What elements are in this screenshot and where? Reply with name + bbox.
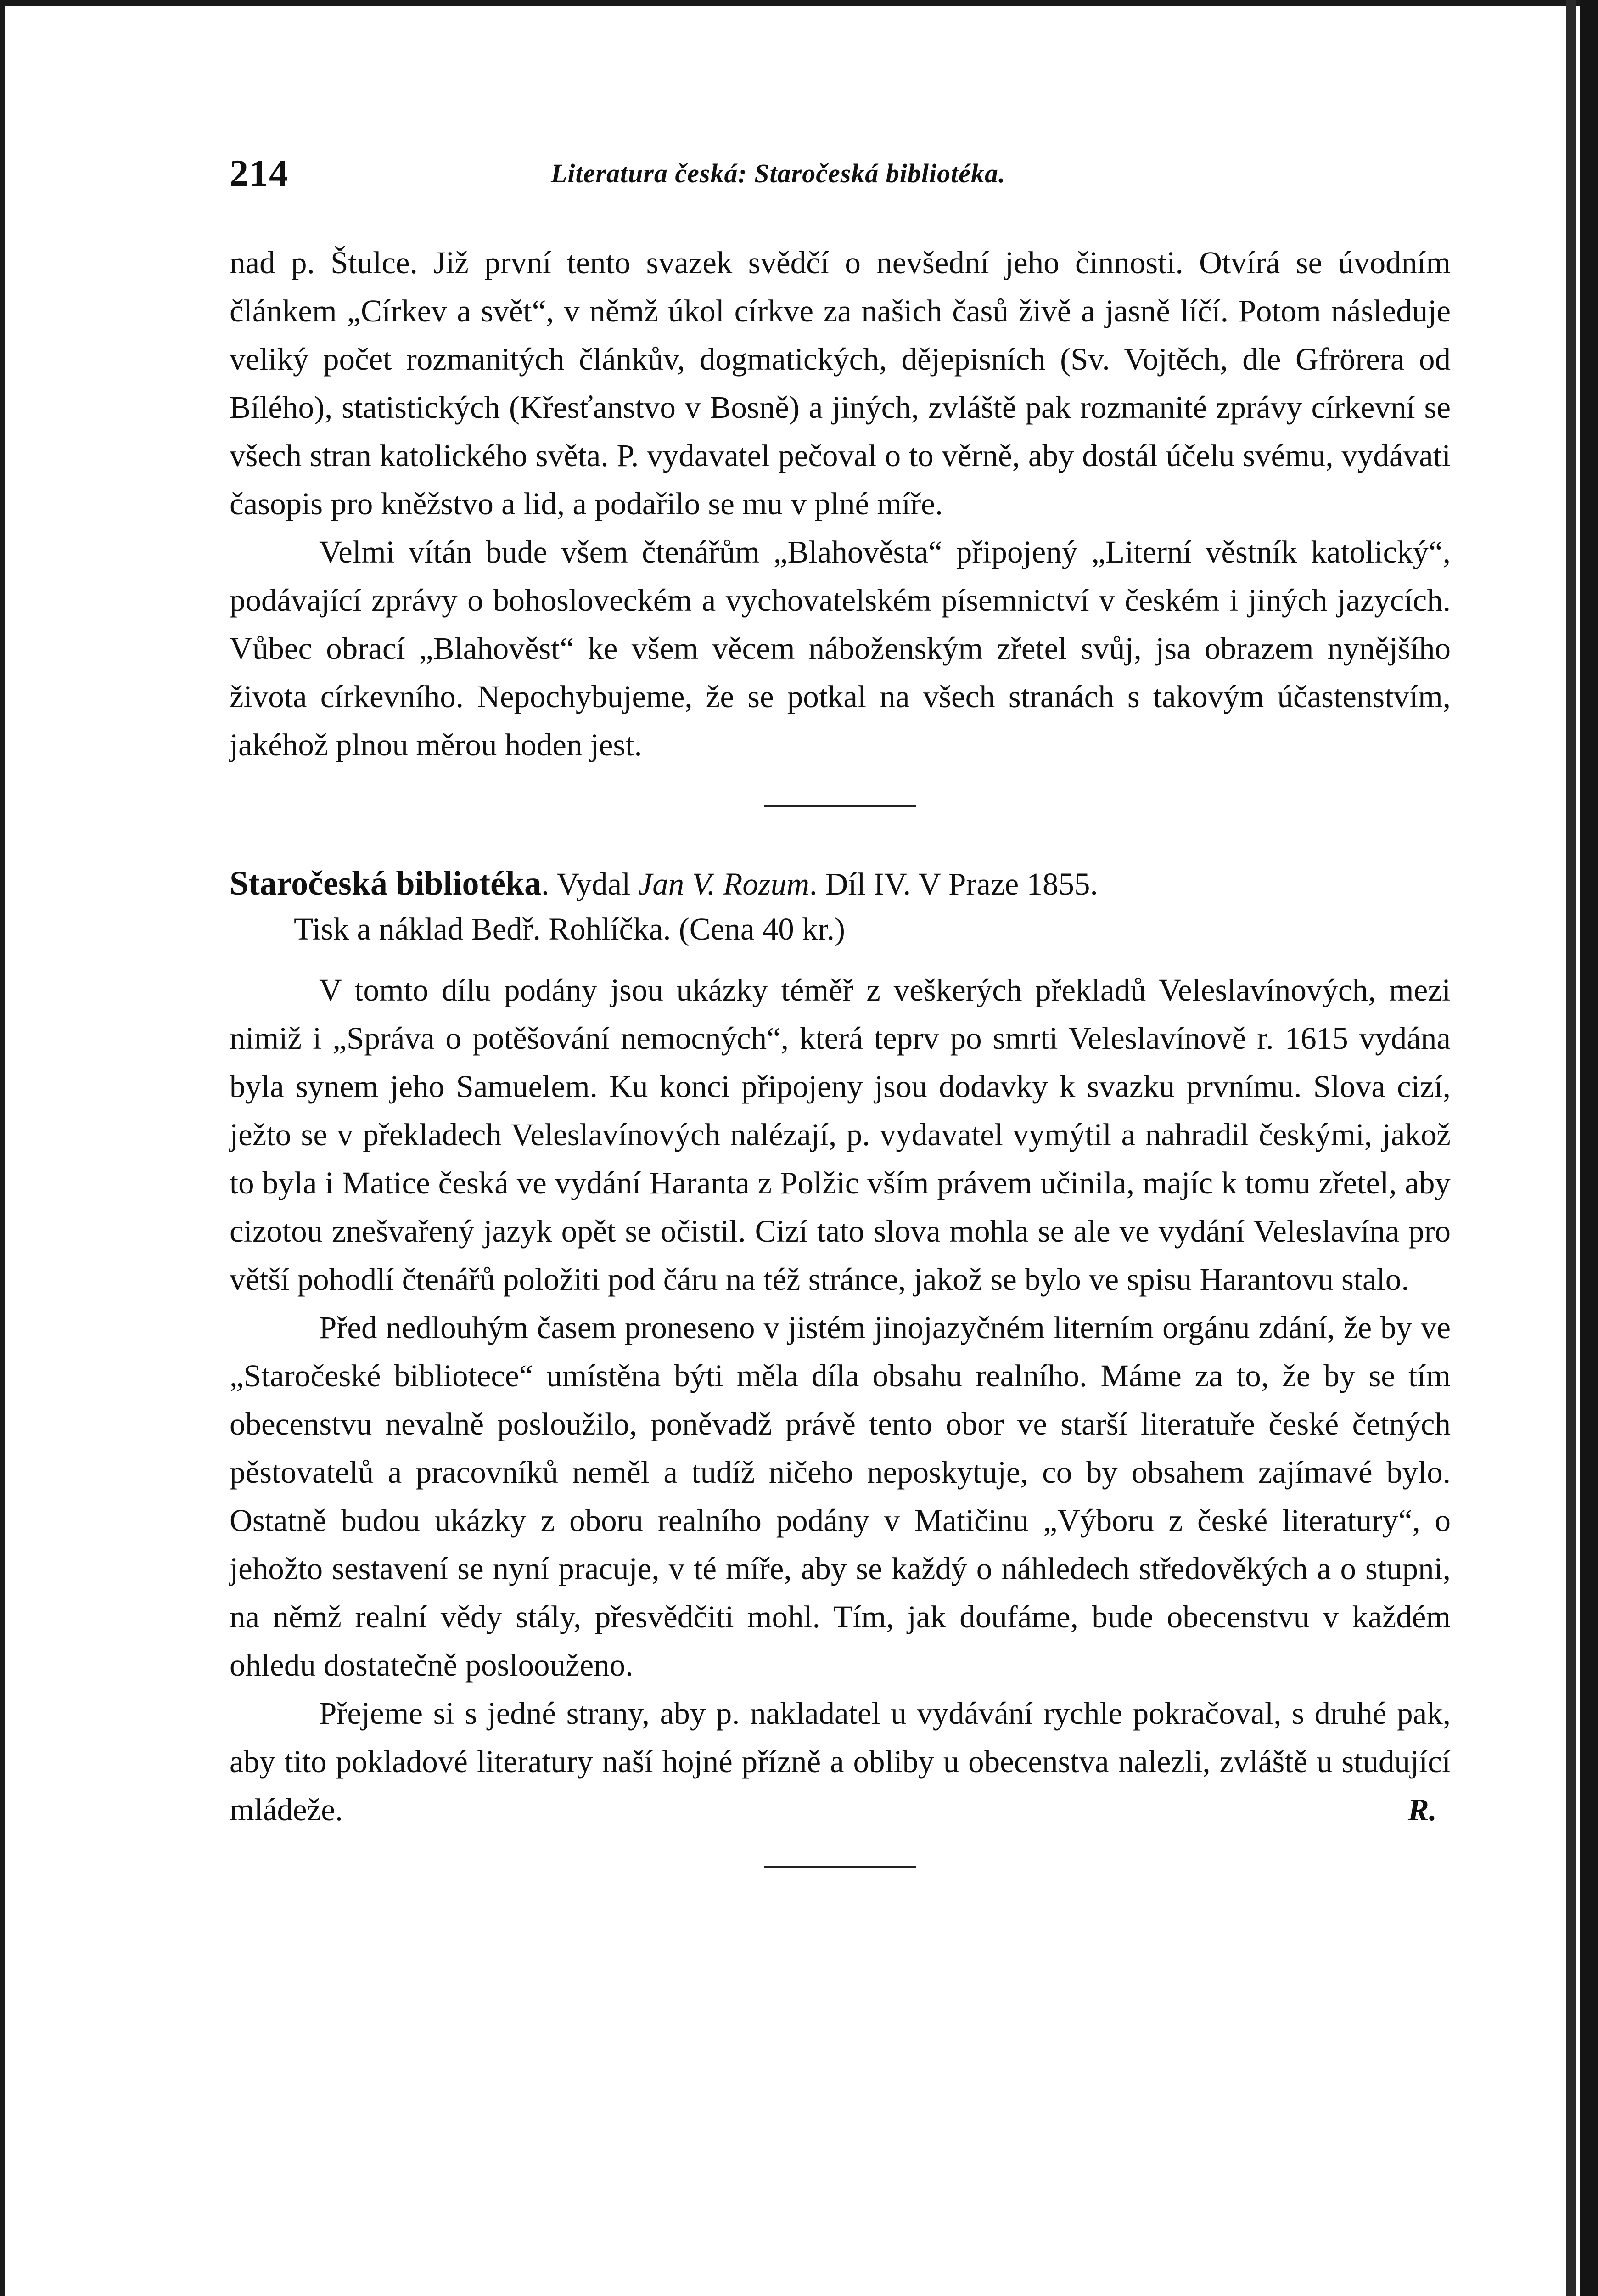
- review-continuation: [230, 239, 1451, 769]
- paragraph-final: [230, 1689, 1451, 1834]
- paragraph: Před nedlouhým časem proneseno v jistém jinojazyčném literním orgánu zdání, že by ve „Staročeské bibliotece“ umístěna býti měla díla obsahu realního. Máme za to, že by se tím obecenstvu nevalně posloužilo, poněvadž právě tento obor ve starší literatuře české četných pěstovatelů a pracovníků neměl a tudíž ničeho neposkytuje, co by obsahem zajímavé bylo. Ostatně budou ukázky z oboru realního podány v Matičinu „Výboru z české literatury“, o jehožto sestavení se nyní pracuje, v té míře, aby se každý o náhledech středověkých a o stupni, na němž realní vědy stály, přesvědčiti mohl. Tím, jak doufáme, bude obecenstvu v každém ohledu dostatečně posloouženo.: [230, 1310, 1451, 1683]
- scan-border-top: [0, 0, 1598, 6]
- entry-heading: [230, 861, 1451, 951]
- entry-title: Staročeská bibliotéka: [230, 865, 542, 902]
- author-signature: R.: [1407, 1792, 1437, 1827]
- running-title: Literatura česká: Staročeská bibliotéka.: [551, 158, 1006, 188]
- entry-details: . Díl IV. V Praze 1855.: [809, 867, 1098, 901]
- paragraph: Velmi vítán bude všem čtenářům „Blahověsta“ připojený „Literní věstník katolický“, podávající zprávy o bohosloveckém a vychovatelském písemnictví v českém i jiných jazycích. Vůbec obrací „Blahověst“ ke všem věcem náboženským zřetel svůj, jsa obrazem nynějšího života církevního. Nepochybujeme, že se potkal na všech stranách s takovým účastenstvím, jakéhož plnou měrou hoden jest.: [230, 535, 1451, 762]
- paragraph: V tomto dílu podány jsou ukázky téměř z veškerých překladů Veleslavínových, mezi nimiž i „Správa o potěšování nemocných“, která teprv po smrti Veleslavínově r. 1615 vydána byla synem jeho Samuelem. Ku konci připojeny jsou dodavky k svazku prvnímu. Slova cizí, ježto se v překladech Veleslavínových nalézají, p. vydavatel vymýtil a nahradil českými, jakož to byla i Matice česká ve vydání Haranta z Polžic vším právem učinila, majíc k tomu zřetel, aby cizotou znešvařený jazyk opět se očistil. Cizí tato slova mohla se ale ve vydání Veleslavína pro větší pohodlí čtenářů položiti pod čáru na též stránce, jakož se bylo ve spisu Harantovu stalo.: [230, 973, 1451, 1297]
- review-body: [230, 966, 1451, 1834]
- scan-border-right: [1580, 0, 1598, 2296]
- book-page: [230, 152, 1451, 1868]
- section-divider: [764, 1866, 916, 1868]
- page-number: 214: [230, 152, 289, 194]
- entry-editor-prefix: . Vydal: [541, 867, 631, 901]
- scan-border-right-inner: [1566, 0, 1576, 2296]
- paragraph: nad p. Štulce. Již první tento svazek svědčí o nevšední jeho činnosti. Otvírá se úvodním článkem „Církev a svět“, v němž úkol církve za našich časů živě a jasně líčí. Potom následuje veliký počet rozmanitých článkův, dogmatických, dějepisních (Sv. Vojtěch, dle Gfrörera od Bílého), statistických (Křesťanstvo v Bosně) a jiných, zvláště pak rozmanité zprávy církevní se všech stran katolického světa. P. vydavatel pečoval o to věrně, aby dostál účelu svému, vydávati časopis pro kněžstvo a lid, a podařilo se mu v plné míře.: [230, 245, 1451, 521]
- entry-publisher: Tisk a náklad Bedř. Rohlíčka. (Cena 40 kr.): [294, 912, 845, 946]
- paragraph-text: Přejeme si s jedné strany, aby p. nakladatel u vydávání rychle pokračoval, s druhé pak, aby tito pokladové literatury naší hojné přízně a obliby u obecenstva nalezli, zvláště u studující mládeže.: [230, 1696, 1451, 1827]
- section-divider: [764, 805, 916, 807]
- entry-editor-name: Jan V. Rozum: [638, 867, 810, 901]
- scan-border-left: [0, 0, 5, 2296]
- running-head: [230, 152, 1451, 211]
